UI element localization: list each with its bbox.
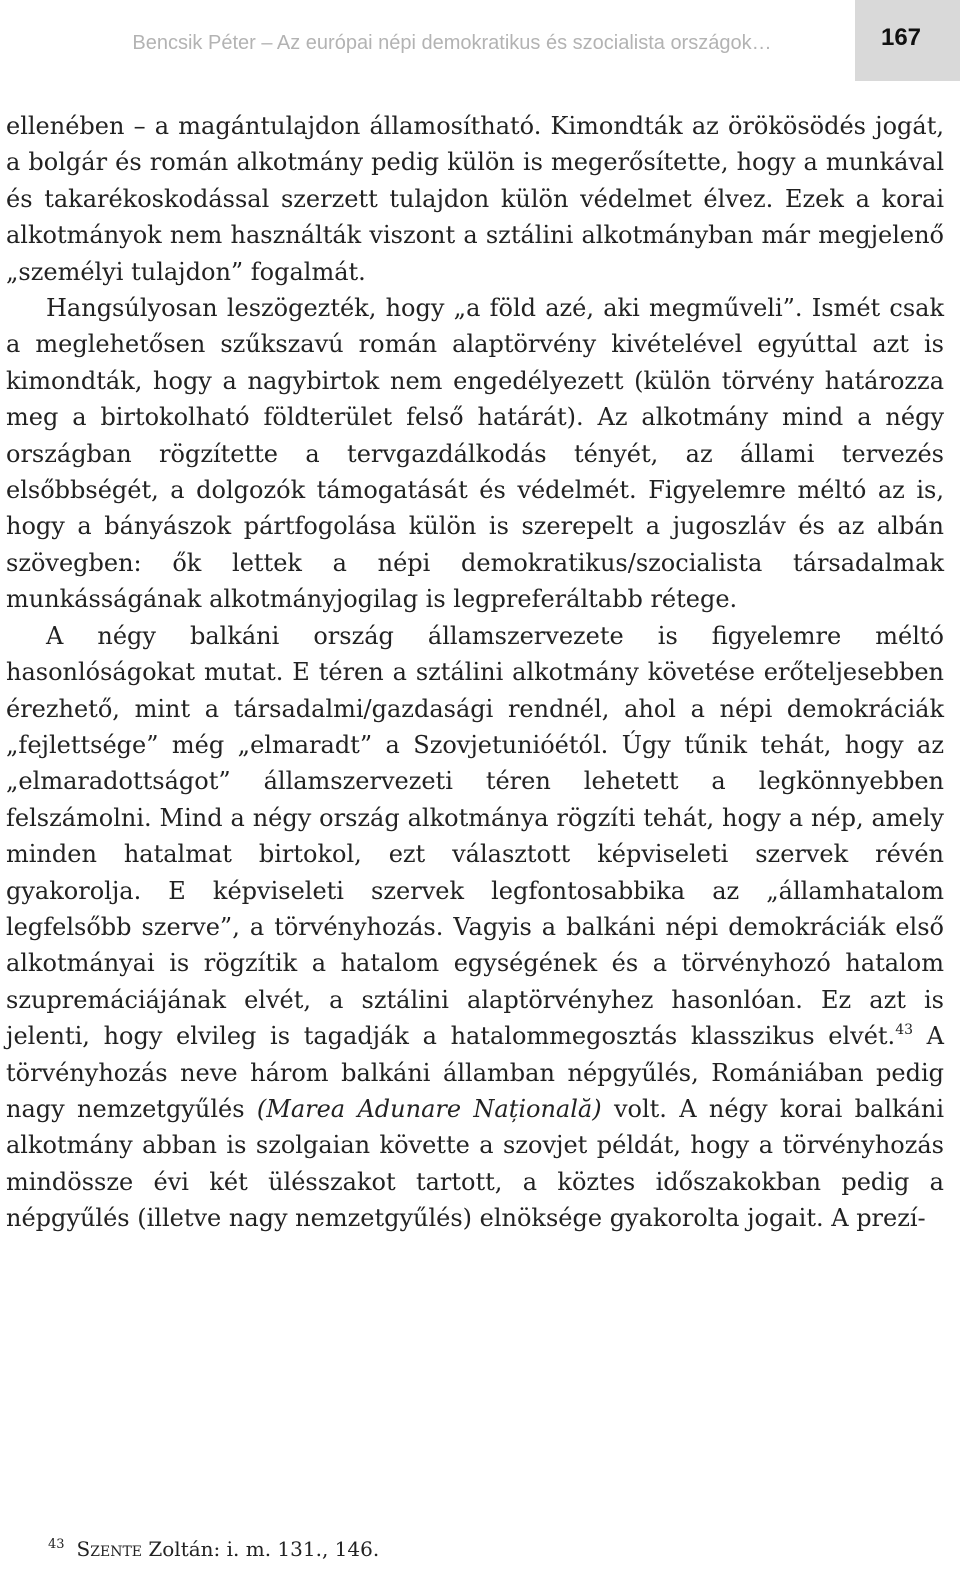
paragraph-3-part-b: A törvényhozás neve három balkáni államban népgyűlés, Romániában pedig nagy nemzetgyűlés — [6, 1022, 944, 1123]
footnote-text: Zoltán: i. m. 131., 146. — [142, 1537, 380, 1561]
paragraph-3 — [6, 618, 944, 1237]
footnote-reference[interactable]: 43 — [895, 1022, 914, 1039]
footnote-number: 43 — [48, 1537, 65, 1552]
page-header — [0, 0, 960, 82]
paragraph-2: Hangsúlyosan leszögezték, hogy „a föld azé, aki megműveli”. Ismét csak a meglehetősen szűkszavú román alaptörvény kivételével egyúttal azt is kimondták, hogy a nagybirtok nem engedélyezett (külön törvény határozza meg a birtokolható földterület felső határát). Az alkotmány mind a négy országban rögzítette a tervgazdálkodás tényét, az állami tervezés elsőbbségét, a dolgozók támogatását és védelmét. Figyelemre méltó az is, hogy a bányászok pártfogolása külön is szerepelt a jugoszláv és az albán szövegben: ők lettek a népi demokratikus/szocialista társadalmak munkásságának alkotmányjogilag is legpreferáltabb rétege. — [6, 294, 944, 614]
running-head: Bencsik Péter – Az európai népi demokratikus és szocialista országok… — [132, 32, 772, 54]
body-text — [6, 108, 944, 1237]
footnote-author: Szente — [76, 1537, 143, 1561]
italic-term: (Marea Adunare Națională) — [256, 1094, 602, 1123]
footnote — [48, 1537, 928, 1561]
paragraph-3-part-a: A négy balkáni ország államszervezete is figyelemre méltó hasonlóságokat mutat. E téren a sztálini alkotmány követése erőteljesebben érezhető, mint a társadalmi/gazdasági rendnél, ahol a népi demokráciák „fejlettsége” még „elmaradt” a Szovjetunióétól. Úgy tűnik tehát, hogy az „elmaradottságot” államszervezeti téren lehetett a legkönnyebben felszámolni. Mind a négy ország alkotmánya rögzíti tehát, hogy a nép, amely minden hatalmat birtokol, ezt választott képviseleti szervek révén gyakorolja. E képviseleti szervek legfontosabbika az „államhatalom legfelsőbb szerve”, a törvényhozás. Vagyis a balkáni népi demokráciák első alkotmányai is rögzítik a hatalom egységének és a törvényhozó hatalom szupremáciájának elvét, a sztálini alaptörvényhez hasonlóan. Ez azt is jelenti, hogy elvileg is tagadják a hatalommegosztás klasszikus elvét. — [6, 621, 944, 1051]
page-number: 167 — [880, 24, 922, 51]
paragraph-1: ellenében – a magántulajdon államosítható. Kimondták az örökösödés jogát, a bolgár és román alkotmány pedig külön is megerősítette, hogy a munkával és takarékoskodással szerzett tulajdon külön védelmet élvez. Ezek a korai alkotmányok nem használták viszont a sztálini alkotmányban már megjelenő „személyi tulajdon” fogalmát. — [6, 112, 944, 286]
page-number-box — [855, 0, 960, 81]
paragraph-3-part-c: volt. A négy korai balkáni alkotmány abban is szolgaian követte a szovjet példát, hogy a törvényhozás mindössze évi két ülésszakot tartott, a köztes időszakokban pedig a népgyűlés (illetve nagy nemzetgyűlés) elnöksége gyakorolta jogait. A prezí- — [6, 1094, 944, 1233]
